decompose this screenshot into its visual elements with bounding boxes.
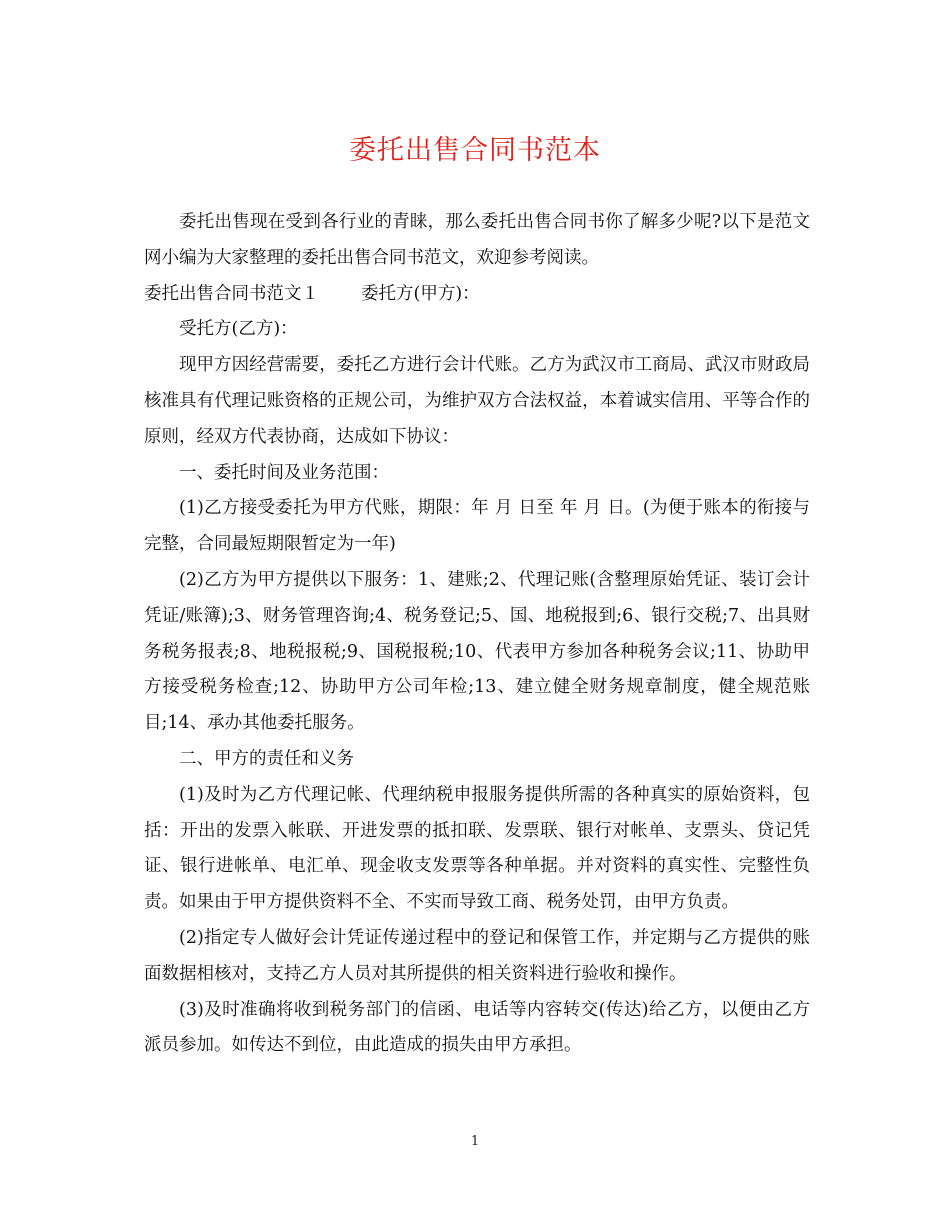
- document-title: 委托出售合同书范本: [349, 135, 601, 166]
- section2-item2: (2)指定专人做好会计凭证传递过程中的登记和保管工作，并定期与乙方提供的账面数据相核对，支持乙方人员对其所提供的相关资料进行验收和操作。: [144, 927, 810, 984]
- sample-heading: 委托出售合同书范文１: [144, 283, 319, 304]
- intro-paragraph: 委托出售现在受到各行业的青睐，那么委托出售合同书你了解多少呢?以下是范文网小编为大家整理的委托出售合同书范文，欢迎参考阅读。: [144, 212, 810, 268]
- section2-item3: (3)及时准确将收到税务部门的信函、电话等内容转交(传达)给乙方，以便由乙方派员参加。如传达不到位，由此造成的损失由甲方承担。: [144, 999, 810, 1056]
- section2-heading: 二、甲方的责任和义务: [179, 748, 354, 769]
- document-body: [144, 205, 810, 1064]
- party-b-label: 受托方(乙方)：: [179, 319, 298, 340]
- section2-item1: (1)及时为乙方代理记帐、代理纳税申报服务提供所需的各种真实的原始资料，包括：开出的发票入帐联、开进发票的抵扣联、发票联、银行对帐单、支票头、贷记凭证、银行进帐单、电汇单、现金收支发票等各种单据。并对资料的真实性、完整性负责。如果由于甲方提供资料不全、不实而导致工商、税务处罚，由甲方负责。: [144, 784, 810, 913]
- page-number: 1: [470, 1134, 480, 1149]
- section1-item2: (2)乙方为甲方提供以下服务：1、建账;2、代理记账(含整理原始凭证、装订会计凭证/账簿);3、财务管理咨询;4、税务登记;5、国、地税报到;6、银行交税;7、出具财务税务报表;8、地税报税;9、国税报税;10、代表甲方参加各种税务会议;11、协助甲方接受税务检查;12、协助甲方公司年检;13、建立健全财务规章制度，健全规范账目;14、承办其他委托服务。: [144, 569, 810, 734]
- section1-heading: 一、委托时间及业务范围：: [179, 462, 389, 483]
- sample-heading-line: [144, 277, 810, 313]
- preamble-paragraph: 现甲方因经营需要，委托乙方进行会计代账。乙方为武汉市工商局、武汉市财政局核准具有代理记账资格的正规公司，为维护双方合法权益，本着诚实信用、平等合作的原则，经双方代表协商，达成如下协议：: [144, 355, 810, 447]
- party-a-label: 委托方(甲方)：: [361, 283, 480, 304]
- section1-item1: (1)乙方接受委托为甲方代账，期限：年 月 日至 年 月 日。(为便于账本的衔接与完整，合同最短期限暂定为一年): [144, 498, 810, 555]
